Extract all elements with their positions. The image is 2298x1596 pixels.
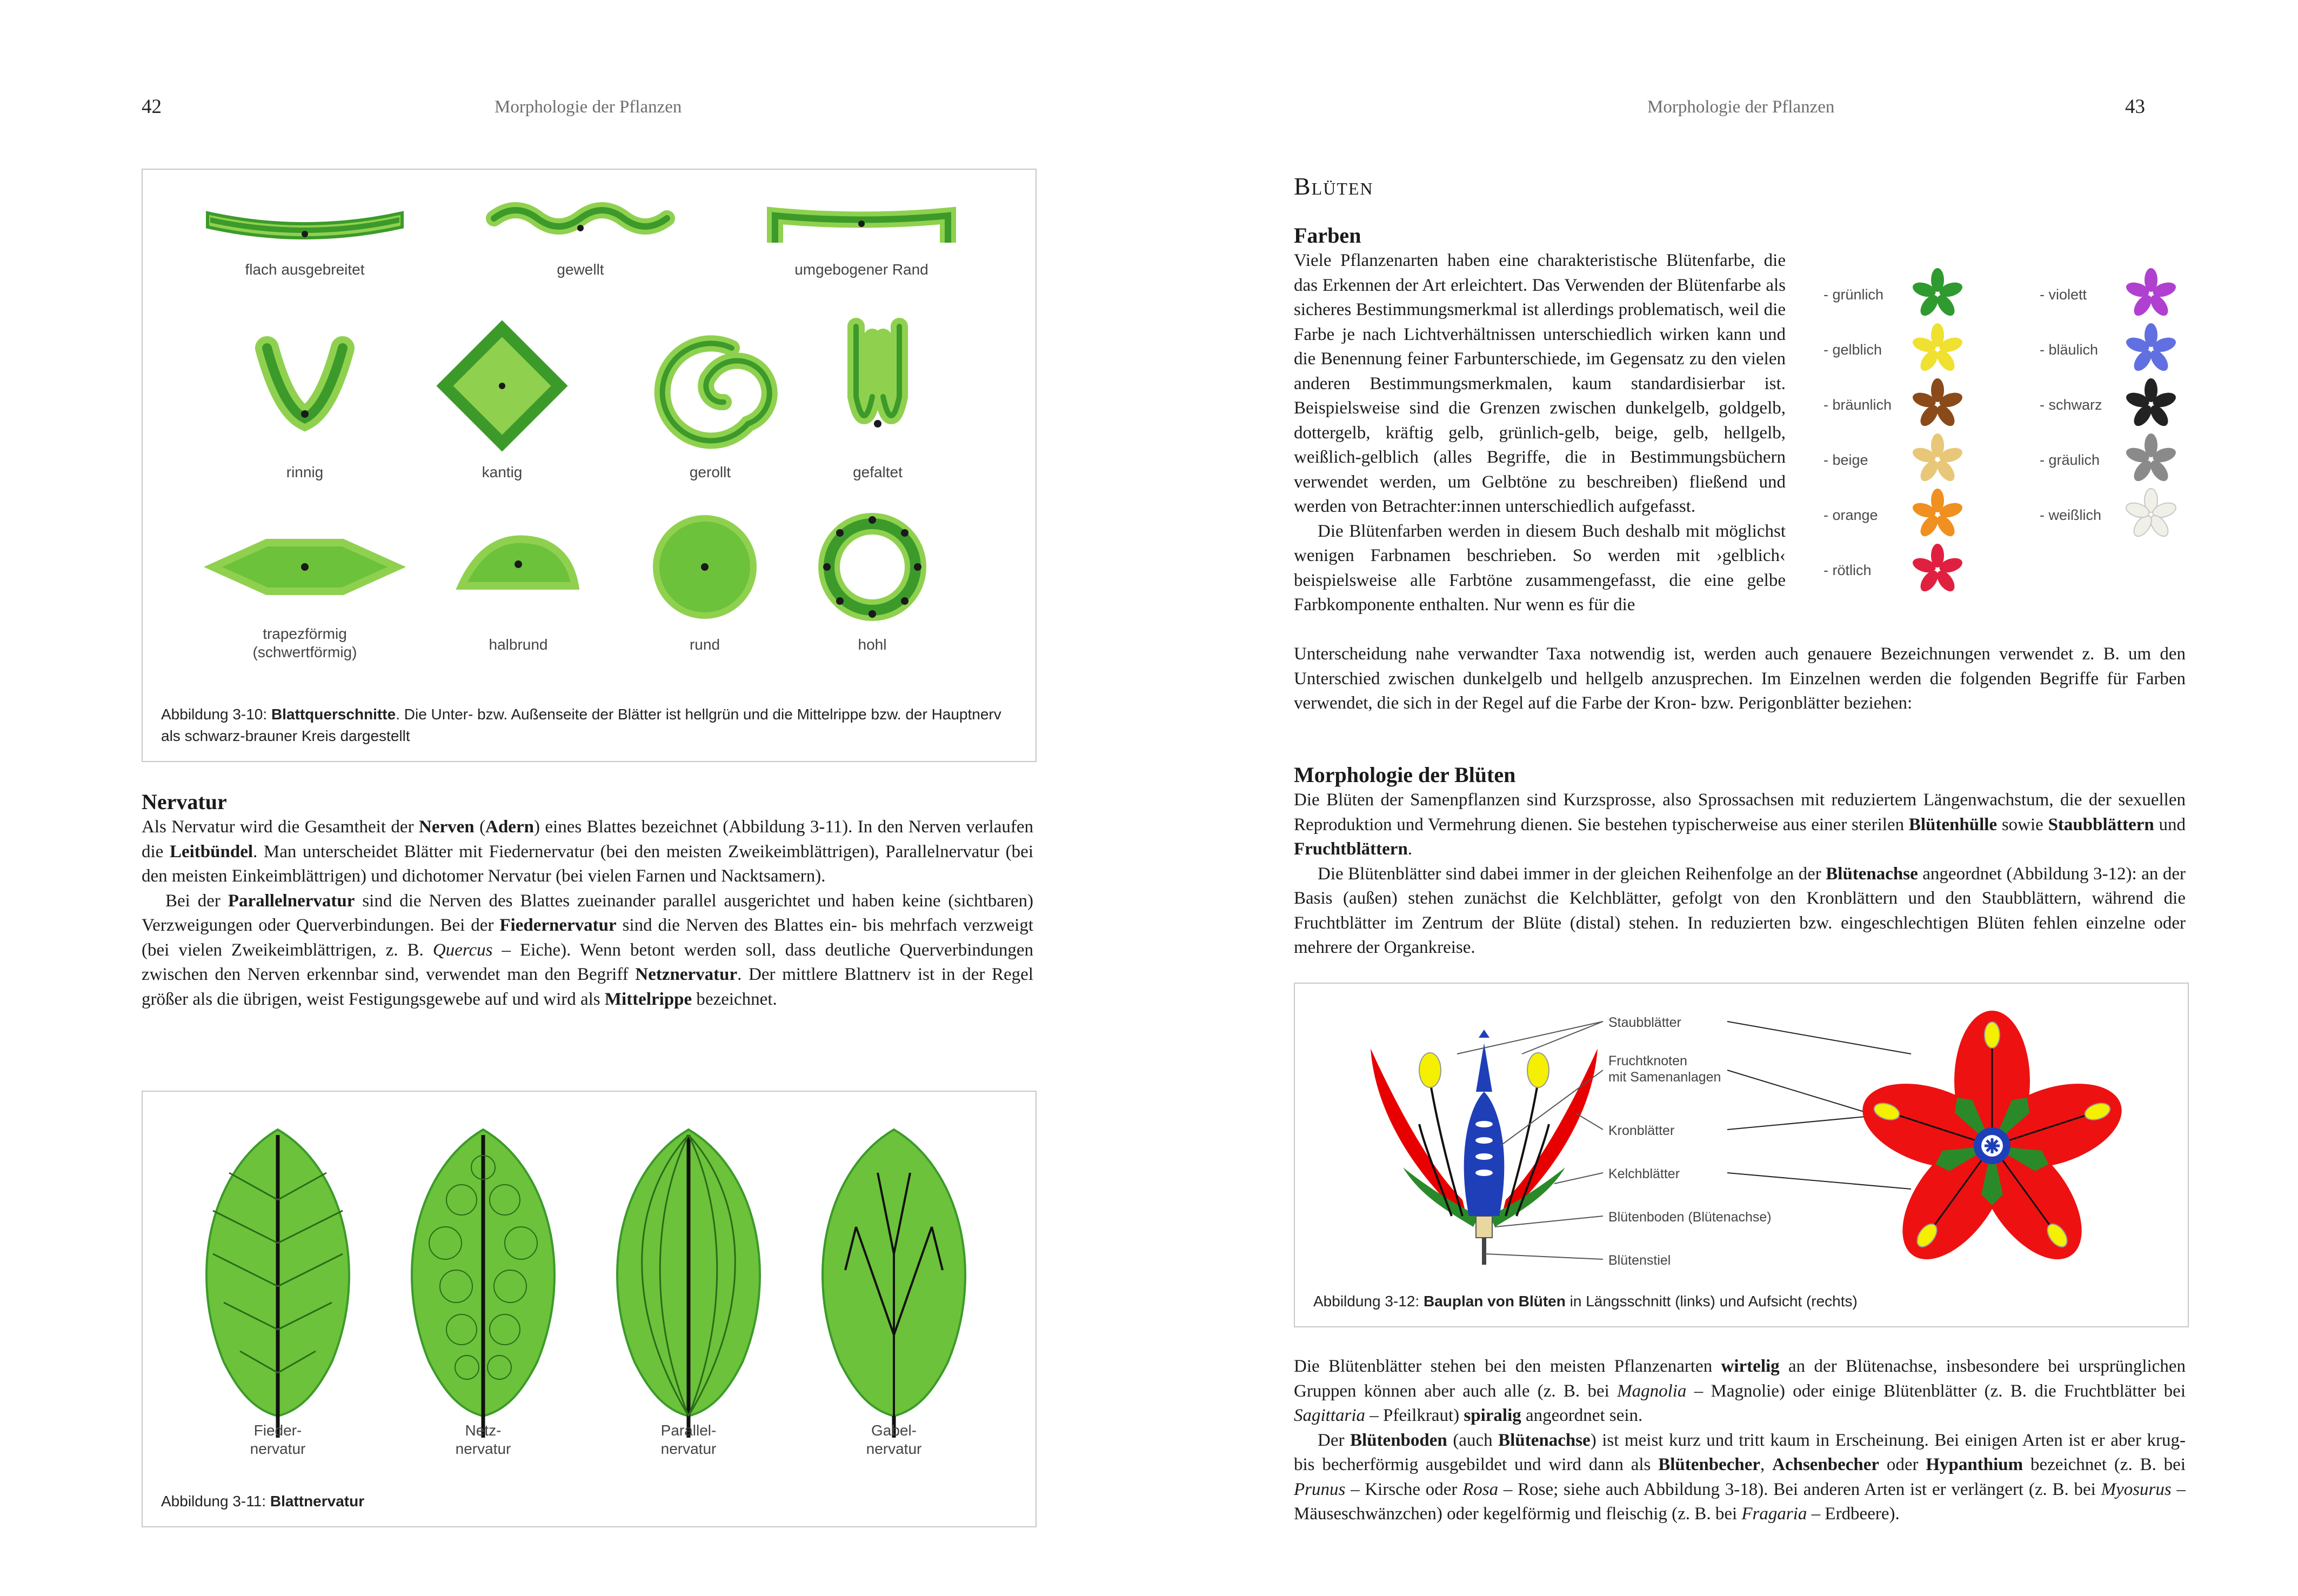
farben-text-wide: Unterscheidung nahe verwandter Taxa notwendig ist, werden auch genauere Bezeichnungen verwendet z. B. um den Unterschied zwischen dunkelgelb und hellgelb anzusprechen. Im Einzelnen werden die folgenden Begriffe für Farben verwendet, die sich in der Regel auf die Farbe der Kron- bzw. Perigonblätter beziehen: [1294,644,2186,713]
section-title-blueten: Blüten [1294,172,1374,200]
flower-swatches [1816,259,2194,605]
color-label-violett: - violett [2040,286,2087,303]
bluetenblaetter-text: Die Blütenblätter stehen bei den meisten Pflanzenarten wirtelig an der Blütenachse, insbesondere bei ursprünglichen Gruppen können aber auch alle (z. B. bei Magnolia – Magnolie) oder einige Blütenblätter (z. B. die Fruchtblätter bei Sagittaria – Pfeilkraut) spiralig angeordnet sein. Der Blütenboden (auch Blütenachse) ist meist kurz und tritt kaum in Erscheinung. Bei einigen Arten ist er aber krug- bis becherförmig ausgebildet und wird dann als Blütenbecher, Achsenbecher oder Hypanthium bezeichnet (z. B. bei Prunus – Kirsche oder Rosa – Rose; siehe auch Abbildung 3-18). Bei anderen Arten ist er verlängert (z. B. bei Myosurus – Mäuseschwänzchen) oder kegelförmig und fleischig (z. B. bei Fragaria – Erdbeere). [1294,1357,2186,1524]
label-rund: rund [689,636,720,653]
heading-farben: Farben [1294,223,1361,248]
color-label-graeulich: - gräulich [2040,452,2100,468]
color-label-gelblich: - gelblich [1823,342,1882,358]
label-umgebogen: umgebogener Rand [794,261,928,278]
label-bluetenboden: Blütenboden (Blütenachse) [1608,1210,1772,1225]
label-kelchblaetter: Kelchblätter [1608,1166,1680,1181]
page-number-left: 42 [142,96,162,118]
label-gefaltet: gefaltet [853,464,903,480]
running-head-left: Morphologie der Pflanzen [495,97,682,117]
color-label-schwarz: - schwarz [2040,397,2102,413]
figure-3-12 [1294,983,2189,1327]
color-label-braeunlich: - bräunlich [1823,397,1892,413]
label-kronblaetter: Kronblätter [1608,1123,1675,1138]
label-staubblaetter: Staubblätter [1608,1015,1681,1030]
figure-3-11-caption: Abbildung 3-11: Blattnervatur [161,1493,365,1510]
color-label-blaeulich: - bläulich [2040,342,2099,358]
color-label-gruenlich: - grünlich [1823,286,1884,303]
label-flach: flach ausgebreitet [245,261,365,278]
label-bluetenstiel: Blütenstiel [1608,1253,1671,1268]
figure-3-10-caption: Abbildung 3-10: Blattquerschnitte. Die Unter- bzw. Außenseite der Blätter ist hellgrün und die Mittelrippe bzw. der Hauptnerv als schwarz-brauner Kreis dargestellt [161,706,1001,744]
label-halbrund: halbrund [489,636,548,653]
color-label-orange: - orange [1823,507,1878,523]
label-hohl: hohl [858,636,887,653]
label-fruchtknoten: Fruchtknoten mit Samenanlagen [1608,1053,1721,1085]
figure-3-12-caption: Abbildung 3-12: Bauplan von Blüten in Längsschnitt (links) und Aufsicht (rechts) [1313,1293,1858,1310]
page-number-right: 43 [2125,96,2145,118]
label-kantig: kantig [482,464,523,480]
color-label-weisslich: - weißlich [2040,507,2102,523]
leaf-venation [143,1092,1036,1459]
color-label-beige: - beige [1823,452,1868,468]
color-label-roetlich: - rötlich [1823,562,1872,578]
label-gabelnervatur: Gabel- nervatur [866,1422,922,1457]
label-netznervatur: Netz- nervatur [455,1422,511,1457]
label-rinnig: rinnig [286,464,324,480]
nervatur-text: Als Nervatur wird die Gesamtheit der Nerven (Adern) eines Blattes bezeichnet (Abbildung 3-11). In den Nerven verlaufen die Leitbündel. Man unterscheidet Blätter mit Fiedernervatur (bei den meisten Zweikeimblättrigen), Parallelnervatur (bei den meisten Einkeimblättrigen) und dichotomer Nervatur (bei vielen Farnen und Nacktsamern). Bei der Parallelnervatur sind die Nerven des Blattes zueinander parallel ausgerichtet und haben keine (sichtbaren) Verzweigungen oder Querverbindungen. Bei der Fiedernervatur sind die Nerven des Blattes ein- bis mehrfach verzweigt (bei vielen Zweikeimblättrigen, z. B. Quercus – Eiche). Wenn betont werden soll, dass deutliche Querverbindungen zwischen den Nerven erkennbar sind, verwendet man den Begriff Netznervatur. Der mittlere Blattnerv ist in der Regel größer als die übrigen, weist Festigungsgewebe auf und wird als Mittelrippe bezeichnet. [142,817,1034,1009]
label-gerollt: gerollt [689,464,731,480]
color-chart [1816,259,2194,605]
running-head-right: Morphologie der Pflanzen [1647,97,1835,117]
label-gewellt: gewellt [557,261,604,278]
label-trapezfoermig: trapezförmig (schwertförmig) [252,625,357,660]
label-fiedernervatur: Fieder- nervatur [250,1422,306,1457]
heading-morphologie-blueten: Morphologie der Blüten [1294,763,1516,787]
label-parallelnervatur: Parallel- nervatur [660,1422,717,1457]
farben-text-narrow: Viele Pflanzenarten haben eine charakteristische Blütenfarbe, die das Erkennen der Art erleichtert. Das Verwenden der Blütenfarbe als sicheres Bestimmungsmerkmal ist allerdings problematisch, weil die Farbe je nach Lichtverhältnissen unterschiedlich wirken kann und die Benennung feiner Farbunterschiede, im Gegensatz zu den vielen anderen Bestimmungsmerkmalen, kaum standardisierbar ist. Beispielsweise sind die Grenzen zwischen dunkelgelb, goldgelb, dottergelb, kräftig gelb, grünlich-gelb, beige, gelb, hellgelb, weißlich-gelblich (alles Begriffe, die in Bestimmungsbüchern verwendet werden, um Gelbtöne zu beschreiben) fließend und werden von Betrachter:innen unterschiedlich aufgefasst. Die Blütenfarben werden in diesem Buch deshalb mit möglichst wenigen Farbnamen beschrieben. So werden mit ›gelblich‹ beispielsweise alle Farbtöne zusammengefasst, die eine gelbe Farbkomponente enthalten. Nur wenn es für die [1294,251,1786,615]
figure-3-11 [142,1091,1037,1527]
morphologie-text: Die Blüten der Samenpflanzen sind Kurzsprosse, also Sprossachsen mit reduziertem Längenwachstum, die der sexuellen Reproduktion und Vermehrung dienen. Sie bestehen typischerweise aus einer sterilen Blütenhülle sowie Staubblättern und Fruchtblättern. Die Blütenblätter sind dabei immer in der gleichen Reihenfolge an der Blütenachse angeordnet (Abbildung 3-12): an der Basis (außen) stehen zunächst die Kelchblätter, gefolgt von den Kronblättern und den Staubblättern, während die Fruchtblätter im Zentrum der Blüte (distal) stehen. In reduzierten bzw. eingeschlechtigen Blüten fehlen einzelne oder mehrere der Organkreise. [1294,790,2186,957]
heading-nervatur: Nervatur [142,790,227,814]
figure-3-10 [142,169,1037,762]
leaf-cross-sections [143,170,1036,689]
